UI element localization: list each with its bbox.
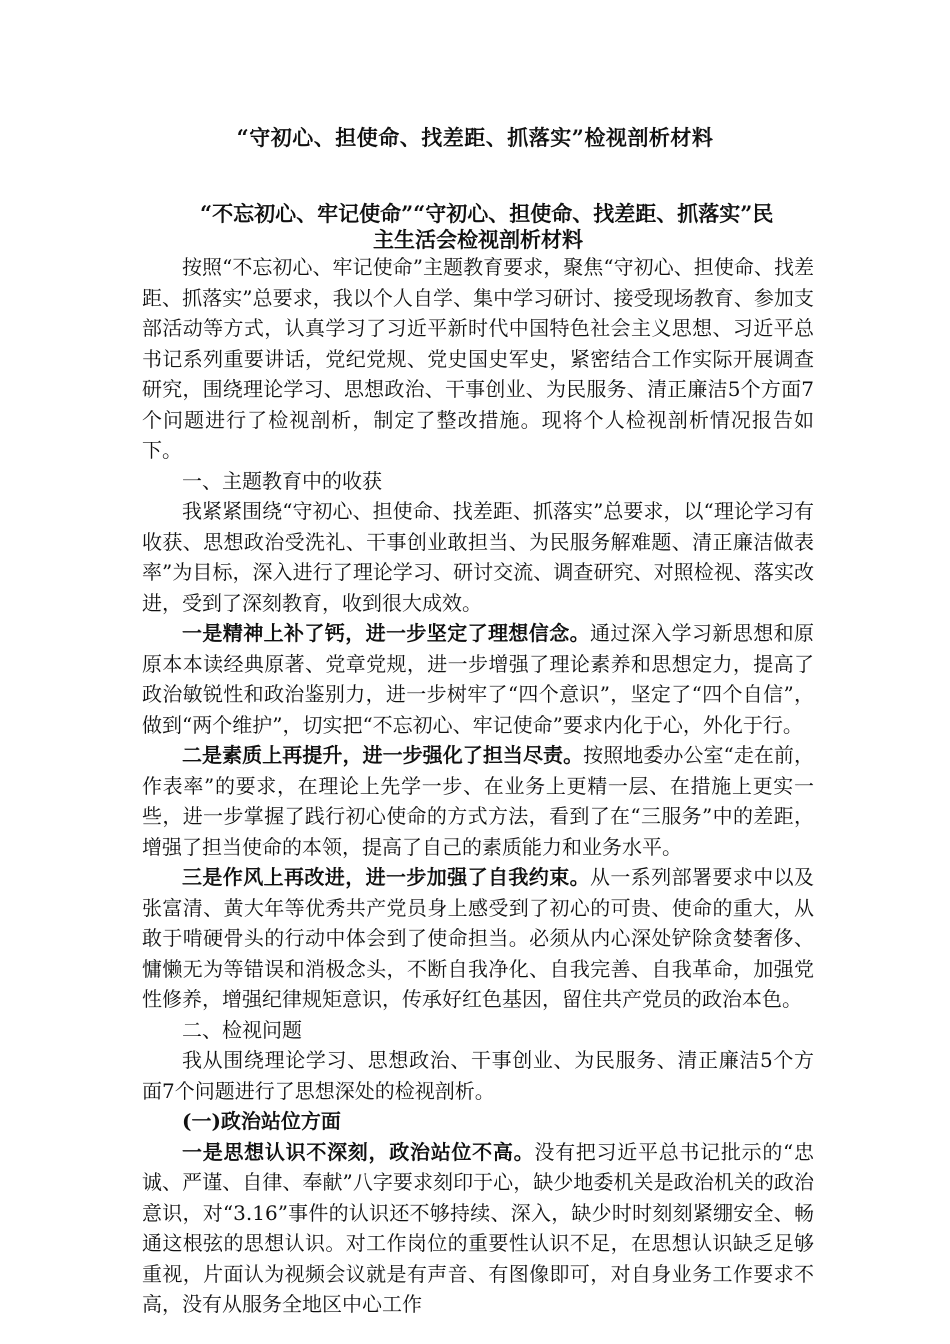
document-subtitle-line2: 主生活会检视剖析材料 <box>373 227 583 252</box>
gain1-paragraph <box>142 618 814 740</box>
subsection1-heading <box>142 1106 814 1137</box>
gain3-text: 从一系列部署要求中以及张富清、黄大年等优秀共产党员身上感受到了初心的可贵、使命的重大，从敢于啃硬骨头的行动中体会到了使命担当。必须从内心深处铲除贪婪奢侈、慵懒无为等错误和消极念头，不断自我净化、自我完善、自我革命，加强党性修养，增强纪律规矩意识，传承好红色基因，留住共产党员的政治本色。 <box>142 865 814 1011</box>
gain2-text: 按照地委办公室“走在前，作表率”的要求，在理论上先学一步、在业务上更精一层、在措施上更实一些，进一步掌握了践行初心使命的方式方法，看到了在“三服务”中的差距，增强了担当使命的本领，提高了自己的素质能力和业务水平。 <box>142 743 814 859</box>
issue1-paragraph <box>142 1137 814 1320</box>
section2-intro-paragraph: 我从围绕理论学习、思想政治、干事创业、为民服务、清正廉洁5个方面7个问题进行了思想深处的检视剖析。 <box>142 1048 814 1103</box>
issue1-text: 没有把习近平总书记批示的“忠诚、严谨、自律、奉献”八字要求刻印于心，缺少地委机关是政治机关的政治意识，对“3.16”事件的认识还不够持续、深入，缺少时时刻刻紧绷安全、畅通这根弦的思想认识。对工作岗位的重要性认识不足，在思想认识缺乏足够重视，片面认为视频会议就是有声音、有图像即可，对自身业务工作要求不高，没有从服务全地区中心工作 <box>142 1139 815 1316</box>
document-subtitle-line1: “不忘初心、牢记使命”“守初心、担使命、找差距、抓落实”民 <box>200 201 774 226</box>
gain1-lead: 一是精神上补了钙，进一步坚定了理想信念。 <box>182 621 590 645</box>
gain3-lead: 三是作风上再改进，进一步加强了自我约束。 <box>182 865 590 889</box>
section2-heading: 二、检视问题 <box>182 1017 302 1042</box>
section1-intro-paragraph: 我紧紧围绕“守初心、担使命、找差距、抓落实”总要求，以“理论学习有收获、思想政治受洗礼、干事创业敢担当、为民服务解难题、清正廉洁做表率”为目标，深入进行了理论学习、研讨交流、调查研究、对照检视、落实改进，受到了深刻教育，收到很大成效。 <box>142 499 814 615</box>
issue1-lead: 一是思想认识不深刻，政治站位不高。 <box>182 1139 535 1164</box>
gain2-paragraph <box>142 740 814 862</box>
subsection1-heading-text: (一)政治站位方面 <box>182 1109 341 1133</box>
gain3-paragraph <box>142 862 814 1015</box>
gain2-lead: 二是素质上再提升，进一步强化了担当尽责。 <box>182 743 584 767</box>
intro-paragraph: 按照“不忘初心、牢记使命”主题教育要求，聚焦“守初心、担使命、找差距、抓落实”总要求，我以个人自学、集中学习研讨、接受现场教育、参加支部活动等方式，认真学习了习近平新时代中国特色社会主义思想、习近平总书记系列重要讲话，党纪党规、党史国史军史，紧密结合工作实际开展调查研究，围绕理论学习、思想政治、干事创业、为民服务、清正廉洁5个方面7个问题进行了检视剖析，制定了整改措施。现将个人检视剖析情况报告如下。 <box>142 255 814 462</box>
section1-heading: 一、主题教育中的收获 <box>182 468 382 493</box>
document-title: “守初心、担使命、找差距、抓落实”检视剖析材料 <box>236 125 714 150</box>
document-body <box>142 200 814 1320</box>
gain1-text: 通过深入学习新思想和原原本本读经典原著、党章党规，进一步增强了理论素养和思想定力，提高了政治敏锐性和政治鉴别力，进一步树牢了“四个意识”，坚定了“四个自信”，做到“两个维护”，切实把“不忘初心、牢记使命”要求内化于心，外化于行。 <box>142 621 814 737</box>
